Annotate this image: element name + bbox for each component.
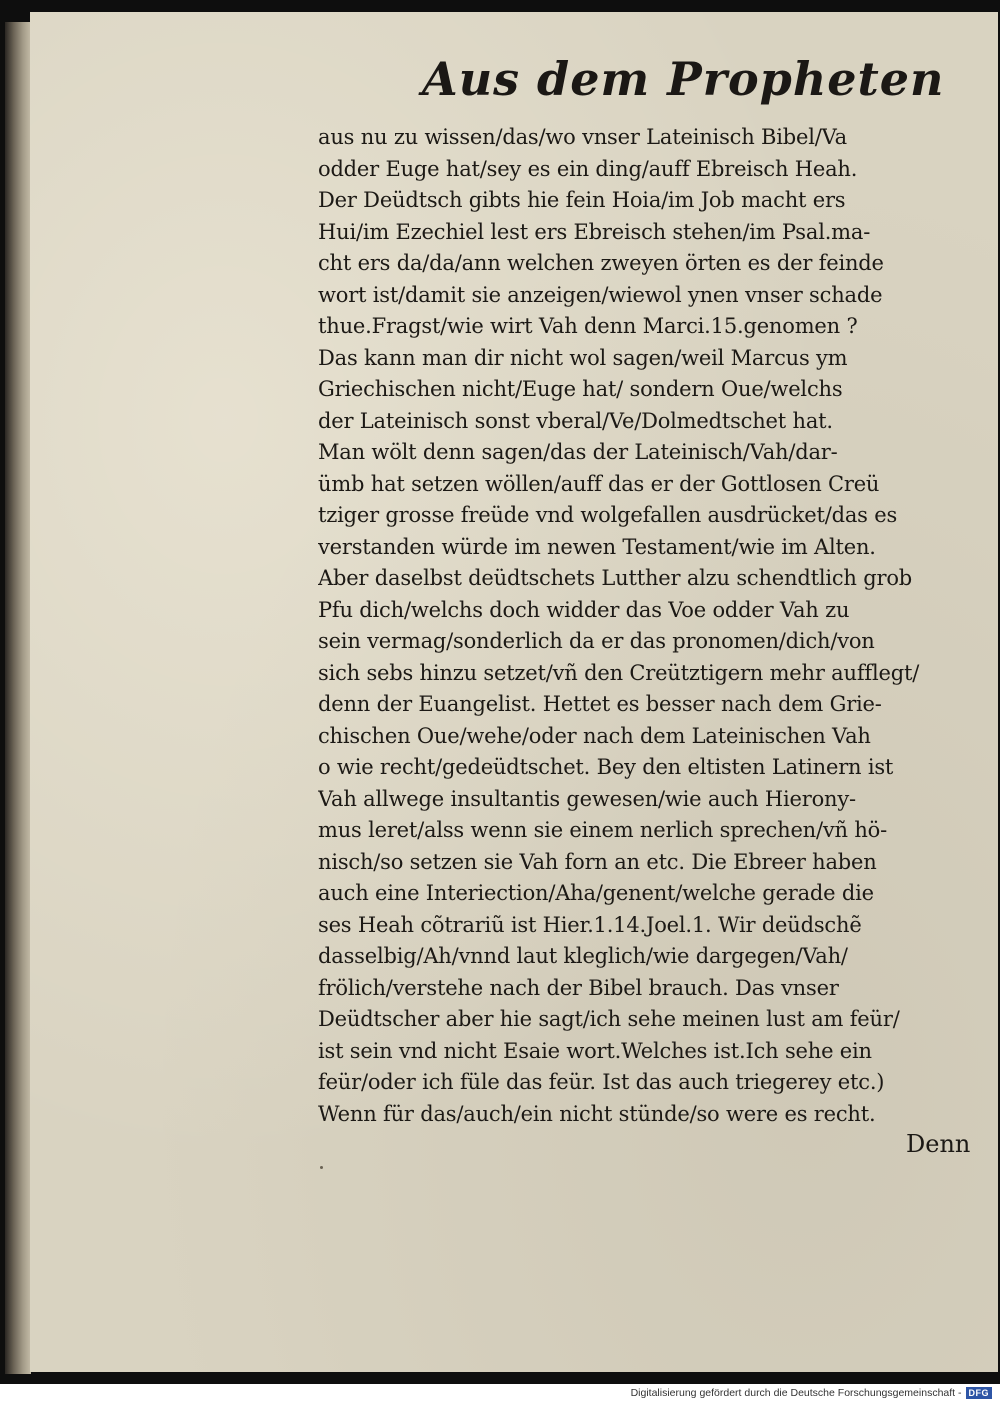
text-line-10: der Lateinisch sonst vberal/Ve/Dolmedtschet hat.: [318, 408, 833, 433]
text-line-3: Der Deüdtsch gibts hie fein Hoia/im Job macht ers: [318, 188, 846, 212]
dfg-logo: DFG: [966, 1387, 993, 1399]
text-line-29: Deüdtscher aber hie sagt/ich sehe meinen lust am feür/: [318, 1007, 900, 1031]
text-line-7: thue.Fragst/wie wirt Vah denn Marci.15.genomen ?: [318, 314, 858, 338]
page-body: [318, 122, 988, 1130]
text-line-20: chischen Oue/wehe/oder nach dem Lateinischen Vah: [318, 723, 871, 748]
text-line-32: Wenn für das/auch/ein nicht stünde/so were es recht.: [318, 1101, 876, 1126]
text-line-16: Pfu dich/welchs doch widder das Voe odder Vah zu: [318, 597, 850, 622]
catchword: Denn: [906, 1130, 971, 1158]
text-line-15: Aber daselbst deüdtschets Lutther alzu schendtlich grob: [318, 566, 913, 590]
dfg-footer: [631, 1386, 992, 1400]
footer-credit-text: Digitalisierung gefördert durch die Deutsche Forschungsgemeinschaft -: [630, 1387, 962, 1399]
page-header: Aus dem Propheten: [422, 52, 945, 106]
text-line-25: auch eine Interiection/Aha/genent/welche gerade die: [318, 881, 874, 905]
text-line-11: Man wölt denn sagen/das der Lateinisch/Vah/dar-: [318, 440, 838, 464]
text-line-18: sich sebs hinzu setzet/vñ den Creütztigern mehr aufflegt/: [318, 660, 920, 685]
paper-speck: [320, 1166, 323, 1169]
text-line-6: wort ist/damit sie anzeigen/wiewol ynen vnser schade: [318, 282, 883, 307]
text-line-12: ümb hat setzen wöllen/auff das er der Gottlosen Creü: [318, 471, 880, 496]
text-line-4: Hui/im Ezechiel lest ers Ebreisch stehen/im Psal.ma-: [318, 219, 871, 244]
text-line-23: mus leret/alss wenn sie einem nerlich sprechen/vñ hö-: [318, 818, 888, 842]
text-line-27: dasselbig/Ah/vnnd laut kleglich/wie dargegen/Vah/: [318, 944, 848, 968]
text-line-30: ist sein vnd nicht Esaie wort.Welches ist.Ich sehe ein: [318, 1038, 872, 1063]
text-line-13: tziger grosse freüde vnd wolgefallen ausdrücket/das es: [318, 503, 898, 527]
text-line-17: sein vermag/sonderlich da er das pronomen/dich/von: [318, 629, 875, 653]
text-line-22: Vah allwege insultantis gewesen/wie auch Hierony-: [318, 786, 856, 811]
book-page: [30, 12, 998, 1372]
text-line-1: aus nu zu wissen/das/wo vnser Lateinisch Bibel/Va: [318, 125, 847, 149]
text-line-28: frölich/verstehe nach der Bibel brauch. Das vnser: [318, 975, 839, 1000]
text-line-14: verstanden würde im newen Testament/wie im Alten.: [318, 534, 876, 559]
text-line-26: ses Heah cõtrariũ ist Hier.1.14.Joel.1. Wir deüdschẽ: [318, 912, 862, 937]
text-line-24: nisch/so setzen sie Vah forn an etc. Die Ebreer haben: [318, 849, 877, 874]
text-line-8: Das kann man dir nicht wol sagen/weil Marcus ym: [318, 345, 848, 370]
text-line-2: odder Euge hat/sey es ein ding/auff Ebreisch Heah.: [318, 156, 858, 181]
text-line-31: feür/oder ich füle das feür. Ist das auch triegerey etc.): [318, 1070, 885, 1094]
text-line-9: Griechischen nicht/Euge hat/ sondern Oue/welchs: [318, 377, 843, 401]
page-edge: [5, 22, 31, 1374]
text-line-19: denn der Euangelist. Hettet es besser nach dem Grie-: [318, 692, 882, 716]
text-line-21: o wie recht/gedeüdtschet. Bey den eltisten Latinern ist: [318, 755, 894, 779]
text-line-5: cht ers da/da/ann welchen zweyen örten es der feinde: [318, 251, 884, 275]
